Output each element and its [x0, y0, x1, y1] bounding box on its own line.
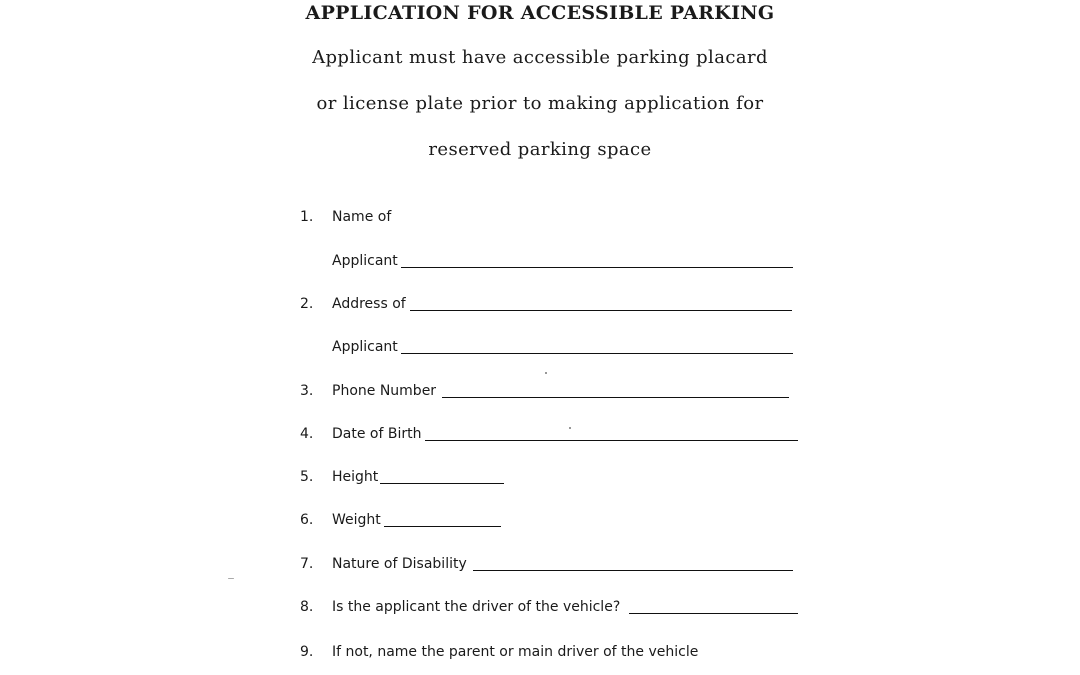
- weight-field[interactable]: [384, 526, 501, 527]
- question-number: 8.: [300, 599, 314, 615]
- question-label: Applicant: [332, 253, 398, 269]
- phone-number-field[interactable]: [442, 397, 789, 398]
- address-field-2[interactable]: [401, 353, 793, 354]
- question-number: 4.: [300, 426, 314, 442]
- nature-of-disability-field[interactable]: [473, 570, 793, 571]
- question-label: Nature of Disability: [332, 556, 467, 572]
- form-title: APPLICATION FOR ACCESSIBLE PARKING: [305, 2, 775, 24]
- question-label: Name of: [332, 209, 392, 225]
- scan-speck: [228, 578, 234, 579]
- question-label: Weight: [332, 512, 381, 528]
- applicant-name-field[interactable]: [401, 267, 793, 268]
- scan-speck: [545, 372, 547, 374]
- question-label: Is the applicant the driver of the vehicle?: [332, 599, 621, 615]
- question-number: 3.: [300, 383, 314, 399]
- question-label: Phone Number: [332, 383, 437, 399]
- instruction-line-1: Applicant must have accessible parking placard: [312, 47, 768, 68]
- question-number: 6.: [300, 512, 314, 528]
- question-number: 1.: [300, 209, 314, 225]
- question-number: 5.: [300, 469, 314, 485]
- address-field[interactable]: [410, 310, 792, 311]
- question-number: 9.: [300, 644, 314, 660]
- question-label: If not, name the parent or main driver of the vehicle: [332, 644, 699, 660]
- question-number: 7.: [300, 556, 314, 572]
- question-label: Address of: [332, 296, 406, 312]
- instruction-line-2: or license plate prior to making application for: [316, 93, 764, 114]
- height-field[interactable]: [380, 483, 504, 484]
- is-driver-field[interactable]: [629, 613, 798, 614]
- question-number: 2.: [300, 296, 314, 312]
- question-label: Height: [332, 469, 379, 485]
- date-of-birth-field[interactable]: [425, 440, 798, 441]
- question-label: Applicant: [332, 339, 398, 355]
- scan-speck: [569, 427, 571, 429]
- question-label: Date of Birth: [332, 426, 422, 442]
- instruction-line-3: reserved parking space: [428, 139, 652, 160]
